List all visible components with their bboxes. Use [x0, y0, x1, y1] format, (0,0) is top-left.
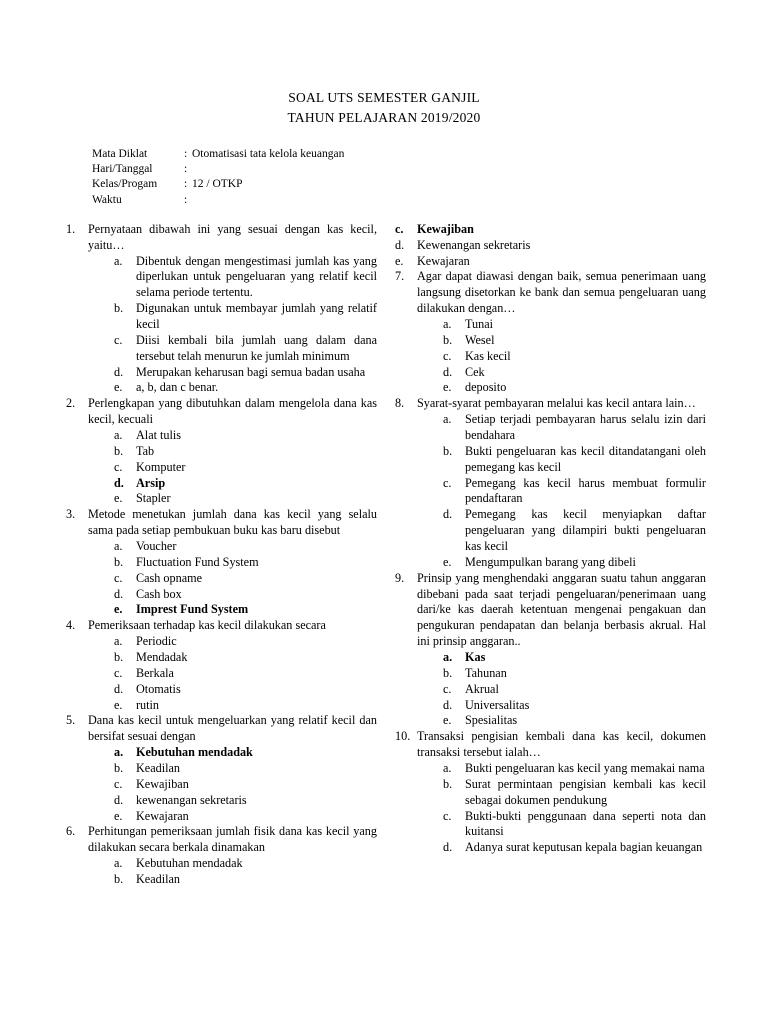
option-text: Fluctuation Fund System [136, 554, 259, 569]
option-text: Universalitas [465, 697, 530, 712]
option-text: Cek [465, 364, 485, 379]
option-label: b. [114, 554, 124, 569]
option-text: Tunai [465, 316, 493, 331]
question-text: Dana kas kecil untuk mengeluarkan yang relatif kecil dan bersifat sesuai dengan [88, 713, 377, 744]
option-text: Bukti-bukti penggunaan dana seperti nota dan kuitansi [465, 808, 706, 839]
option-text: Pemegang kas kecil harus membuat formulir pendaftaran [465, 475, 706, 506]
option-label: e. [114, 380, 123, 395]
answer-option[interactable] [114, 761, 377, 777]
metadata-separator: : [184, 178, 188, 191]
option-label: a. [443, 650, 453, 665]
option-text: Keadilan [136, 761, 180, 776]
option-text: Arsip [136, 475, 166, 490]
answer-option[interactable] [443, 507, 706, 555]
question-body [88, 713, 377, 824]
option-list [417, 761, 706, 856]
answer-option[interactable] [114, 571, 377, 587]
answer-option[interactable] [443, 444, 706, 476]
metadata-separator: : [184, 193, 188, 206]
option-label: a. [114, 253, 123, 268]
question-number: 7. [395, 269, 405, 284]
metadata-value: 12 / OTKP [192, 178, 243, 191]
answer-option[interactable] [114, 872, 377, 888]
option-text: Tab [136, 443, 155, 458]
option-label: b. [443, 443, 453, 458]
question-item [66, 824, 377, 887]
option-list [88, 539, 377, 618]
option-label: a. [114, 539, 123, 553]
option-label: c. [114, 459, 123, 474]
question-text: Perhitungan pemeriksaan jumlah fisik dana kas kecil yang dilakukan secara berkala dinamakan [88, 824, 377, 855]
left-column [66, 222, 377, 888]
option-label: a. [114, 745, 124, 760]
option-text: Spesialitas [465, 713, 518, 728]
metadata-label: Hari/Tanggal [92, 163, 153, 176]
option-label: e. [114, 491, 123, 506]
option-label: e. [114, 602, 123, 617]
question-item [395, 396, 706, 570]
question-number: 8. [395, 396, 405, 411]
option-text: Kas [465, 650, 486, 665]
answer-option[interactable] [114, 380, 377, 396]
answer-option[interactable] [443, 666, 706, 682]
document-title-block [66, 88, 702, 127]
option-text: Setiap terjadi pembayaran harus selalu izin dari bendahara [465, 412, 706, 442]
answer-option[interactable] [114, 254, 377, 302]
answer-option[interactable] [114, 682, 377, 698]
answer-option[interactable] [114, 428, 377, 444]
answer-option[interactable] [395, 238, 706, 254]
answer-option[interactable] [443, 349, 706, 365]
question-body [88, 618, 377, 713]
metadata-row [92, 147, 702, 162]
option-text: Cash opname [136, 570, 203, 585]
right-question-list [395, 269, 706, 856]
option-text: kewenangan sekretaris [136, 792, 247, 807]
option-list [417, 317, 706, 396]
metadata-row [92, 193, 702, 208]
answer-option[interactable] [114, 301, 377, 333]
answer-option[interactable] [443, 476, 706, 508]
option-text: rutin [136, 697, 160, 712]
option-list [88, 254, 377, 397]
question-text: Metode menetukan jumlah dana kas kecil yang selalu sama pada setiap pembukuan buku kas baru disebut [88, 507, 377, 538]
question-body [417, 729, 706, 856]
metadata-value [192, 162, 702, 177]
metadata-value: Otomatisasi tata kelola keuangan [192, 148, 345, 161]
answer-option[interactable] [443, 365, 706, 381]
question-number: 2. [66, 396, 76, 411]
option-text: Diisi kembali bila jumlah uang dalam dana tersebut telah menurun ke jumlah minimum [136, 332, 377, 363]
answer-option[interactable] [395, 254, 706, 270]
answer-option[interactable] [443, 682, 706, 698]
option-label: a. [114, 427, 123, 442]
left-question-list [66, 222, 377, 888]
answer-option[interactable] [114, 793, 377, 809]
option-label: d. [443, 697, 453, 712]
option-text: Kewenangan sekretaris [417, 237, 531, 252]
option-label: c. [114, 332, 123, 347]
option-text: Alat tulis [136, 427, 182, 442]
answer-option[interactable] [443, 317, 706, 333]
answer-option[interactable] [114, 602, 377, 618]
option-label: c. [443, 348, 452, 363]
metadata-label: Kelas/Progam [92, 178, 158, 191]
answer-option[interactable] [114, 365, 377, 381]
option-text: Pemegang kas kecil menyiapkan daftar pengeluaran yang dilampiri bukti pengeluaran kas kecil [465, 507, 706, 553]
option-label: b. [114, 872, 124, 887]
answer-option[interactable] [443, 333, 706, 349]
option-text: Dibentuk dengan mengestimasi jumlah kas yang diperlukan untuk pengeluaran yang relatif kecil selama periode tertentu. [136, 253, 377, 300]
question-body [417, 396, 706, 570]
option-label: d. [114, 586, 124, 601]
metadata-separator: : [184, 148, 188, 161]
option-text: Kewajaran [417, 253, 470, 268]
question-text: Syarat-syarat pembayaran melalui kas kecil antara lain… [417, 396, 696, 411]
option-label: c. [443, 808, 452, 823]
answer-option[interactable] [443, 761, 706, 777]
option-label: d. [114, 681, 124, 696]
question-body [417, 269, 706, 396]
option-text: Periodic [136, 634, 177, 649]
option-label: d. [395, 237, 405, 252]
option-label: e. [443, 380, 452, 395]
metadata-separator: : [184, 163, 188, 176]
question-item [66, 507, 377, 618]
option-label: d. [114, 364, 124, 379]
question-item [66, 222, 377, 396]
answer-option[interactable] [443, 412, 706, 444]
question-item [66, 713, 377, 824]
option-text: Tahunan [465, 665, 507, 680]
option-list [88, 634, 377, 713]
option-label: e. [114, 808, 123, 823]
question-item [66, 618, 377, 713]
question-item [66, 396, 377, 507]
metadata-row [92, 162, 702, 177]
option-text: Akrual [465, 681, 499, 696]
option-label: c. [114, 776, 123, 791]
answer-option[interactable] [114, 587, 377, 603]
answer-option[interactable] [114, 698, 377, 714]
option-text: Adanya surat keputusan kepala bagian keuangan [465, 840, 703, 855]
option-text: Voucher [136, 539, 177, 553]
option-label: e. [443, 554, 452, 569]
question-text: Agar dapat diawasi dengan baik, semua penerimaan uang langsung disetorkan ke bank dan semua pengeluaran uang dilakukan dengan… [417, 269, 706, 316]
option-label: d. [443, 840, 453, 855]
right-column [395, 222, 706, 856]
answer-option[interactable] [443, 380, 706, 396]
option-text: Kewajiban [417, 221, 474, 236]
question-text: Perlengkapan yang dibutuhkan dalam mengelola dana kas kecil, kecuali [88, 396, 377, 427]
option-list [417, 650, 706, 729]
option-label: b. [443, 332, 453, 347]
option-label: c. [443, 681, 452, 696]
option-text: Wesel [465, 332, 495, 347]
question-columns [66, 221, 706, 888]
question-number: 10. [395, 729, 411, 744]
question-number: 9. [395, 570, 405, 585]
question-body [88, 507, 377, 618]
option-text: deposito [465, 380, 507, 395]
option-label: a. [443, 761, 452, 776]
option-label: d. [114, 475, 124, 490]
answer-option[interactable] [443, 555, 706, 571]
option-list [88, 856, 377, 888]
question-number: 5. [66, 713, 76, 728]
option-text: Bukti pengeluaran kas kecil yang memakai nama [465, 761, 705, 776]
option-label: e. [395, 253, 404, 268]
option-list [88, 428, 377, 507]
option-text: Cash box [136, 586, 182, 601]
answer-option[interactable] [114, 650, 377, 666]
option-label: c. [114, 665, 123, 680]
option-text: a, b, dan c benar. [136, 380, 219, 395]
option-list [417, 412, 706, 571]
answer-option[interactable] [114, 476, 377, 492]
page-title-line-2: TAHUN PELAJARAN 2019/2020 [287, 109, 481, 125]
metadata-label: Waktu [92, 193, 122, 206]
option-text: Kebutuhan mendadak [136, 745, 253, 760]
option-label: b. [114, 301, 124, 316]
option-label: c. [443, 475, 452, 490]
answer-option[interactable] [114, 777, 377, 793]
option-label: e. [443, 713, 452, 728]
answer-option[interactable] [114, 555, 377, 571]
answer-option[interactable] [443, 840, 706, 856]
answer-option[interactable] [395, 222, 706, 238]
option-label: b. [114, 761, 124, 776]
option-text: Kebutuhan mendadak [136, 856, 243, 871]
answer-option[interactable] [114, 666, 377, 682]
question-number: 6. [66, 824, 76, 839]
answer-option[interactable] [114, 444, 377, 460]
answer-option[interactable] [114, 539, 377, 555]
answer-option[interactable] [114, 491, 377, 507]
answer-option[interactable] [114, 460, 377, 476]
answer-option[interactable] [443, 698, 706, 714]
metadata-label: Mata Diklat [92, 148, 148, 161]
option-text: Surat permintaan pengisian kembali kas kecil sebagai dokumen pendukung [465, 776, 706, 807]
option-label: c. [114, 570, 123, 585]
option-label: a. [114, 856, 123, 871]
option-label: c. [395, 221, 404, 236]
option-text: Kewajaran [136, 808, 189, 823]
answer-option[interactable] [114, 745, 377, 761]
question-number: 3. [66, 507, 76, 522]
option-text: Imprest Fund System [136, 602, 249, 617]
option-text: Kas kecil [465, 348, 511, 363]
option-label: b. [443, 665, 453, 680]
answer-option[interactable] [443, 650, 706, 666]
option-text: Bukti pengeluaran kas kecil ditandatangani oleh pemegang kas kecil [465, 443, 706, 474]
answer-option[interactable] [443, 713, 706, 729]
option-text: Merupakan keharusan bagi semua badan usaha [136, 364, 366, 379]
option-label: a. [443, 412, 452, 427]
option-list [88, 745, 377, 824]
question-item [395, 729, 706, 856]
question-text: Prinsip yang menghendaki anggaran suatu tahun anggaran dibebani pada saat terjadi pengeluaran/penerimaan uang dari/ke kas daerah ketentuan mengenai pengakuan dan pengukuran pendapatan dan belanja berbasis akrual. Hal ini prinsip anggaran.. [417, 570, 706, 649]
option-label: e. [114, 697, 123, 712]
option-label: b. [114, 443, 124, 458]
question-item [395, 571, 706, 730]
option-label: d. [443, 507, 453, 522]
option-text: Komputer [136, 459, 186, 474]
option-text: Mengumpulkan barang yang dibeli [465, 554, 636, 569]
question-text: Pemeriksaan terhadap kas kecil dilakukan secara [88, 618, 326, 633]
option-text: Keadilan [136, 872, 180, 887]
exam-metadata [92, 147, 702, 208]
option-label: b. [114, 650, 124, 665]
answer-option[interactable] [114, 856, 377, 872]
question-body [88, 222, 377, 396]
question-body [88, 824, 377, 887]
question-body [88, 396, 377, 507]
question-item [395, 269, 706, 396]
option-text: Mendadak [136, 650, 188, 665]
option-text: Kewajiban [136, 776, 189, 791]
option-label: d. [443, 364, 453, 379]
answer-option[interactable] [114, 634, 377, 650]
option-text: Digunakan untuk membayar jumlah yang relatif kecil [136, 301, 377, 331]
question-body [417, 571, 706, 730]
answer-option[interactable] [114, 809, 377, 825]
page-title-line-1: SOAL UTS SEMESTER GANJIL [288, 90, 480, 105]
option-text: Stapler [136, 491, 171, 506]
metadata-value [192, 193, 702, 208]
option-label: a. [114, 634, 123, 649]
question-text: Transaksi pengisian kembali dana kas kecil, dokumen transaksi tersebut ialah… [417, 729, 706, 760]
question-number: 4. [66, 618, 76, 633]
answer-option[interactable] [443, 809, 706, 841]
option-label: b. [443, 776, 453, 791]
option-label: d. [114, 792, 124, 807]
option-text: Otomatis [136, 681, 181, 696]
option-text: Berkala [136, 665, 174, 680]
continued-options-list [395, 222, 706, 270]
metadata-row [92, 177, 702, 192]
question-text: Pernyataan dibawah ini yang sesuai dengan kas kecil, yaitu… [88, 221, 377, 252]
question-number: 1. [66, 221, 76, 236]
option-label: a. [443, 316, 452, 331]
answer-option[interactable] [114, 333, 377, 365]
answer-option[interactable] [443, 777, 706, 809]
